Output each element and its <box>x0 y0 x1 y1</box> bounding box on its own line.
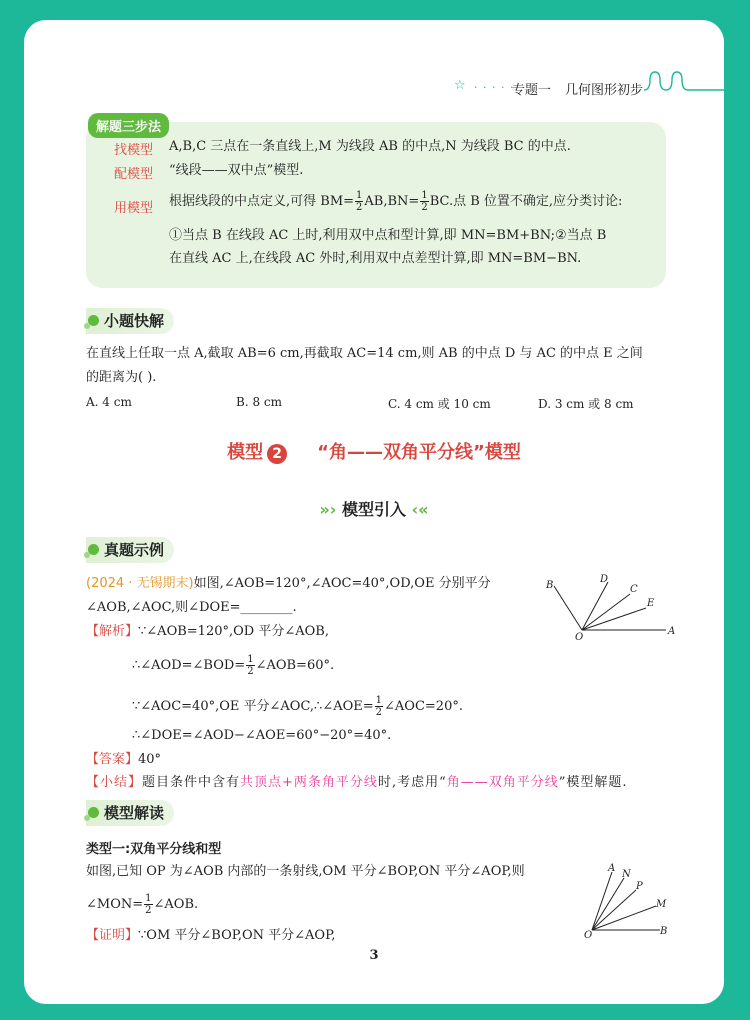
label-m: M <box>656 899 667 910</box>
case-line-1: ①当点 B 在线段 AC 上时,利用双中点和型计算,即 MN=BM+BN;②当点 B <box>169 228 607 243</box>
analysis-line-2: ∴∠AOD=∠BOD= $\frac{1}{2}$ ∠AOB=60°. <box>132 654 335 677</box>
option-c: C. 4 cm 或 10 cm <box>388 397 491 411</box>
header-topic: 专题一 几何图形初步 <box>512 83 644 98</box>
angle-figure-2 <box>572 860 682 940</box>
quick-question-line-1: 在直线上任取一点 A,截取 AB=6 cm,再截取 AC=14 cm,则 AB 的中点 D 与 AC 的中点 E 之间 <box>86 346 643 361</box>
label-n: N <box>622 869 631 880</box>
model-reading-heading: 模型解读 <box>86 800 174 826</box>
label-c: C <box>630 584 638 595</box>
quick-solve-heading: 小题快解 <box>86 308 174 334</box>
type-one-heading: 类型一:双角平分线和型 <box>86 842 222 857</box>
label-a2: A <box>608 863 616 874</box>
analysis-line-3: ∵∠AOC=40°,OE 平分∠AOC,∴∠AOE= $\frac{1}{2}$ ∠AOC=20°. <box>132 695 463 718</box>
case-line-2: 在直线 AC 上,在线段 AC 外时,利用双中点差型计算,即 MN=BM−BN. <box>169 251 582 266</box>
label-o2: O <box>584 930 593 940</box>
label-d: D <box>600 574 609 585</box>
summary-line: 【小结】题目条件中含有共顶点+两条角平分线时,考虑用“角——双角平分线”模型解题. <box>86 775 628 790</box>
exam-question-line-1: (2024 · 无锡期末)如图,∠AOB=120°,∠AOC=40°,OD,OE 分别平分 <box>86 576 491 591</box>
match-model-label: 配模型 <box>114 167 154 182</box>
model-title: 模型 2 “角——双角平分线”模型 <box>227 442 521 463</box>
use-model-label: 用模型 <box>114 201 154 216</box>
proof-line: 【证明】∵OM 平分∠BOP,ON 平分∠AOP, <box>86 928 336 943</box>
exam-question-line-2: ∠AOB,∠AOC,则∠DOE=________. <box>86 600 297 615</box>
exam-example-heading: 真题示例 <box>86 537 174 563</box>
answer-line: 【答案】40° <box>86 752 162 767</box>
match-model-text: “线段——双中点”模型. <box>169 163 304 178</box>
option-a: A. 4 cm <box>86 395 132 409</box>
wave-decoration-icon <box>644 68 724 96</box>
option-d: D. 3 cm 或 8 cm <box>538 397 634 411</box>
analysis-line-4: ∴∠DOE=∠AOD−∠AOE=60°−20°=40°. <box>132 728 392 743</box>
model-intro-heading: »› 模型引入 ‹« <box>319 500 429 519</box>
label-e: E <box>647 598 655 609</box>
page-number: 3 <box>369 948 379 963</box>
label-o: O <box>575 632 584 642</box>
header-dots: · · · · · <box>474 81 515 94</box>
label-a: A <box>668 626 676 637</box>
angle-figure-1 <box>534 572 684 642</box>
running-header <box>454 68 724 108</box>
quick-question-line-2: 的距离为( ). <box>86 370 157 385</box>
reading-line-2: ∠MON= $\frac{1}{2}$ ∠AOB. <box>86 893 199 916</box>
label-b2: B <box>660 926 668 937</box>
label-b: B <box>546 580 554 591</box>
reading-line-1: 如图,已知 OP 为∠AOB 内部的一条射线,OM 平分∠BOP,ON 平分∠AOP,则 <box>86 864 525 879</box>
option-b: B. 8 cm <box>236 395 282 409</box>
find-model-text: A,B,C 三点在一条直线上,M 为线段 AB 的中点,N 为线段 BC 的中点. <box>169 139 571 154</box>
three-step-tag: 解题三步法 <box>88 113 169 138</box>
double-chevron-left-icon: ‹« <box>411 500 429 519</box>
star-icon: ☆ <box>454 78 466 93</box>
double-chevron-right-icon: »› <box>319 500 337 519</box>
page <box>24 20 724 1004</box>
label-p: P <box>636 881 643 892</box>
analysis-line-1: 【解析】∵∠AOB=120°,OD 平分∠AOB, <box>86 624 329 639</box>
model-number-badge: 2 <box>267 444 287 464</box>
find-model-label: 找模型 <box>114 143 154 158</box>
use-model-text: 根据线段的中点定义,可得 BM= $\frac{1}{2}$ AB,BN= $\frac{1}{2}$ BC.点 B 位置不确定,应分类讨论: <box>169 190 623 213</box>
